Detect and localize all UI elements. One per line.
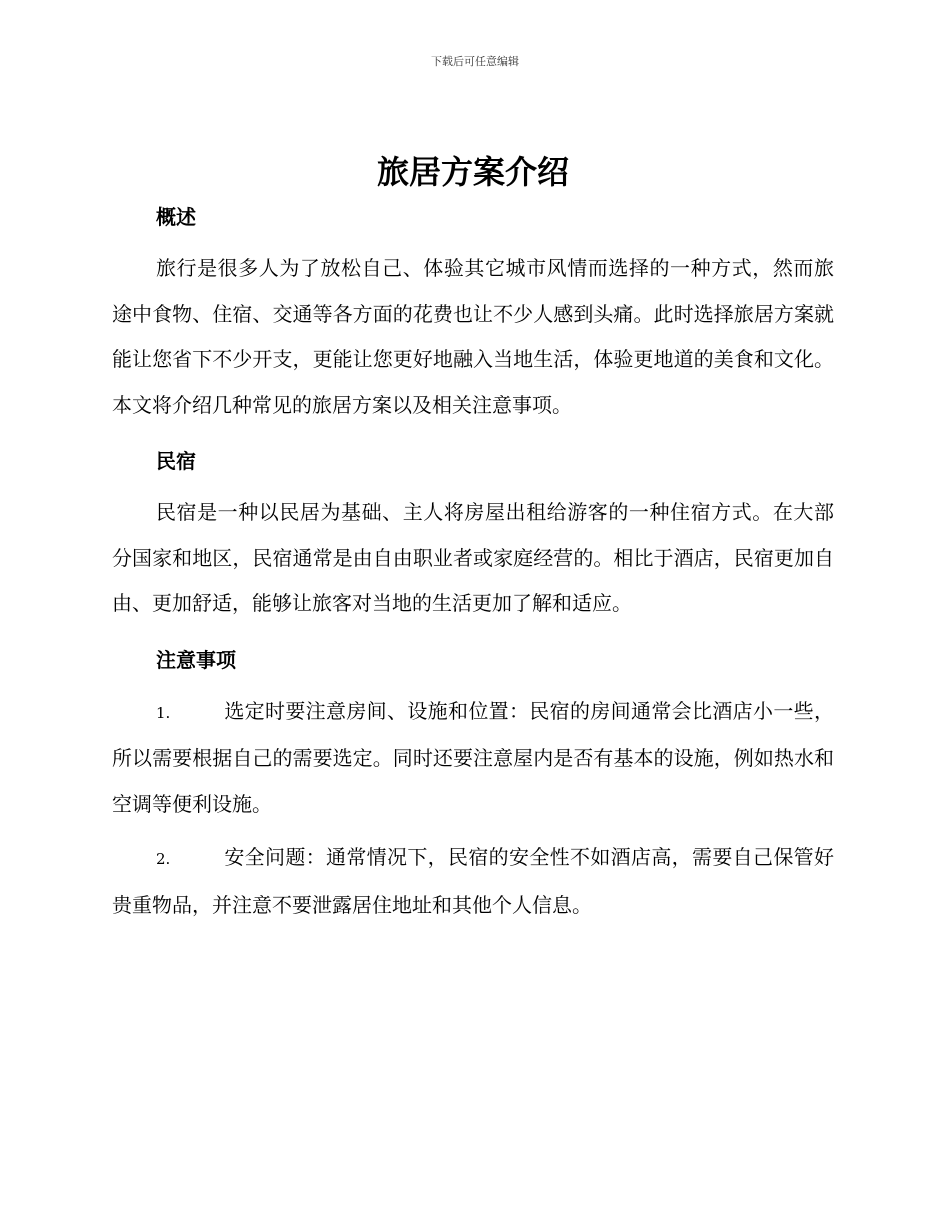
section-heading-overview: 概述	[156, 205, 196, 229]
list-item-text: 安全问题：通常情况下，民宿的安全性不如酒店高，需要自己保管好贵重物品，并注意不要泄露居住地址和其他个人信息。	[112, 845, 834, 917]
list-item	[112, 689, 834, 828]
list-item-number: 1.	[156, 703, 171, 722]
section-paragraph-overview: 旅行是很多人为了放松自己、体验其它城市风情而选择的一种方式，然而旅途中食物、住宿、交通等各方面的花费也让不少人感到头痛。此时选择旅居方案就能让您省下不少开支，更能让您更好地融入当地生活，体验更地道的美食和文化。本文将介绍几种常见的旅居方案以及相关注意事项。	[112, 256, 834, 417]
document-body	[112, 150, 834, 928]
section-heading-homestay: 民宿	[156, 449, 196, 473]
header-note: 下载后可任意编辑	[431, 55, 519, 68]
list-item	[112, 835, 834, 928]
list-item-text: 选定时要注意房间、设施和位置：民宿的房间通常会比酒店小一些，所以需要根据自己的需要选定。同时还要注意屋内是否有基本的设施，例如热水和空调等便利设施。	[112, 698, 834, 816]
list-item-number: 2.	[156, 850, 171, 868]
page-title: 旅居方案介绍	[376, 153, 569, 191]
section-heading-notes: 注意事项	[156, 647, 236, 672]
section-paragraph-homestay: 民宿是一种以民居为基础、主人将房屋出租给游客的一种住宿方式。在大部分国家和地区，民宿通常是由自由职业者或家庭经营的。相比于酒店，民宿更加自由、更加舒适，能够让旅客对当地的生活更加了解和适应。	[112, 500, 834, 615]
